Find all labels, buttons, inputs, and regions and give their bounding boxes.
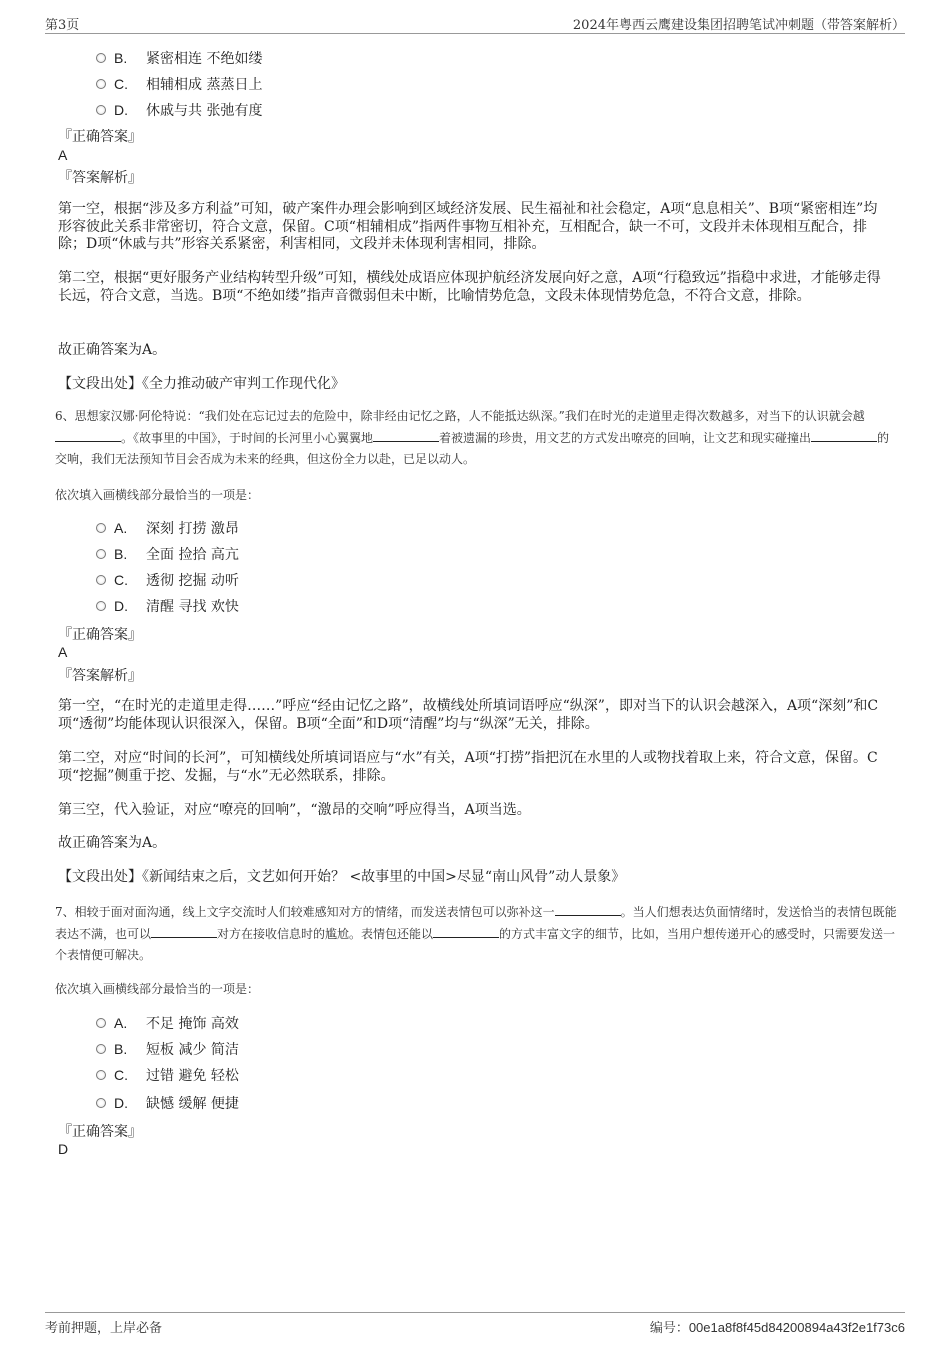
- q6-conclusion: 故正确答案为A。: [58, 835, 167, 851]
- q5-source: 【文段出处】《全力推动破产审判工作现代化》: [58, 376, 345, 392]
- q5-conclusion: 故正确答案为A。: [58, 342, 167, 358]
- footer-slogan: 考前押题，上岸必备: [45, 1321, 163, 1336]
- q6-answer-label: 『正确答案』: [58, 627, 142, 643]
- q6-answer: A: [58, 644, 68, 660]
- q5-option-c[interactable]: C. 相辅相成 蒸蒸日上: [96, 74, 262, 94]
- blank-line: [373, 430, 439, 442]
- radio-icon[interactable]: [96, 1098, 106, 1108]
- q5-answer: A: [58, 147, 68, 163]
- q6-stem: 6、思想家汉娜·阿伦特说：“我们处在忘记过去的危险中，除非经由记忆之路，人不能抵达纵深。”我们在时光的走道里走得次数越多，对当下的认识就会越。《故事里的中国》，于时间的长河里小心翼翼地 着被遗漏的珍贵，用文艺的方式发出嘹亮的回响，让文艺和现实碰撞出 的交响，我们无法预知节目会否成为未来的经典，但这份全力以赴，已足以动人。: [55, 409, 890, 466]
- q6-option-d[interactable]: D. 清醒 寻找 欢快: [96, 596, 239, 616]
- q7-answer: D: [58, 1141, 69, 1157]
- q6-analysis-label: 『答案解析』: [58, 668, 142, 684]
- q7-option-b[interactable]: B. 短板 减少 简洁: [96, 1039, 239, 1059]
- q6-source: 【文段出处】《新闻结束之后，文艺如何开始？ <故事里的中国>尽显“南山风骨”动人景象》: [58, 869, 626, 885]
- page-footer: [45, 1312, 905, 1334]
- q6-analysis-3: 第三空，代入验证，对应“嘹亮的回响”，“激昂的交响”呼应得当，A项当选。: [58, 802, 531, 818]
- document-title: 2024年粤西云鹰建设集团招聘笔试冲刺题（带答案解析）: [572, 18, 905, 33]
- radio-icon[interactable]: [96, 1044, 106, 1054]
- blank-line: [811, 430, 877, 442]
- radio-icon[interactable]: [96, 1070, 106, 1080]
- q6-analysis-2: 第二空，对应“时间的长河”，可知横线处所填词语应与“水”有关，A项“打捞”指把沉在水里的人或物找着取上来，符合文意，保留。C项“挖掘”侧重于挖、发掘，与“水”无必然联系，排除。: [58, 750, 878, 784]
- q7-stem: 7、相较于面对面沟通，线上文字交流时人们较难感知对方的情绪，而发送表情包可以弥补这一 。当人们想表达负面情绪时，发送恰当的表情包既能表达不满，也可以 对方在接收信息时的尴尬。表情包还能以 的方式丰富文字的细节，比如，当用户想传递开心的感受时，只需要发送一个表情便可解决。: [55, 905, 897, 962]
- q5-analysis-1: 第一空，根据“涉及多方利益”可知，破产案件办理会影响到区域经济发展、民生福祉和社会稳定，A项“息息相关”、B项“紧密相连”均形容彼此关系非常密切，符合文意，保留。C项“相辅相成”指两件事物互相补充，互相配合，缺一不可，文段并未体现相互配合，排除；D项“休戚与共”形容关系紧密，利害相同，文段并未体现利害相同，排除。: [58, 201, 878, 252]
- radio-icon[interactable]: [96, 575, 106, 585]
- q5-option-d[interactable]: D. 休戚与共 张弛有度: [96, 100, 262, 120]
- page-number: 第3页: [45, 18, 80, 33]
- radio-icon[interactable]: [96, 601, 106, 611]
- radio-icon[interactable]: [96, 1018, 106, 1028]
- q5-analysis-label: 『答案解析』: [58, 170, 142, 186]
- q5-answer-label: 『正确答案』: [58, 129, 142, 145]
- q6-option-c[interactable]: C. 透彻 挖掘 动听: [96, 570, 239, 590]
- q6-analysis-1: 第一空，“在时光的走道里走得……”呼应“经由记忆之路”，故横线处所填词语呼应“纵深”，即对当下的认识会越深入，A项“深刻”和C项“透彻”均能体现认识很深入，保留。B项“全面”和D项“清醒”均与“纵深”无关，排除。: [58, 698, 879, 732]
- page-header: [45, 14, 905, 34]
- q7-option-a[interactable]: A. 不足 掩饰 高效: [96, 1013, 239, 1033]
- blank-line: [55, 430, 121, 442]
- blank-line: [151, 926, 217, 938]
- blank-line: [555, 904, 621, 916]
- q7-option-c[interactable]: C. 过错 避免 轻松: [96, 1065, 239, 1085]
- q7-option-d[interactable]: D. 缺憾 缓解 便捷: [96, 1093, 239, 1113]
- q6-option-a[interactable]: A. 深刻 打捞 激昂: [96, 518, 239, 538]
- radio-icon[interactable]: [96, 549, 106, 559]
- radio-icon[interactable]: [96, 105, 106, 115]
- blank-line: [433, 926, 499, 938]
- q5-analysis-2: 第二空，根据“更好服务产业结构转型升级”可知，横线处成语应体现护航经济发展向好之意，A项“行稳致远”指稳中求进，才能够走得长远，符合文意，当选。B项“不绝如缕”指声音微弱但未中断，比喻情势危急，文段未体现情势危急，不符合文意，排除。: [58, 270, 881, 304]
- q7-prompt: 依次填入画横线部分最恰当的一项是：: [55, 982, 260, 996]
- radio-icon[interactable]: [96, 53, 106, 63]
- q6-option-b[interactable]: B. 全面 捡拾 高亢: [96, 544, 239, 564]
- document-serial: 编号：00e1a8f8f45d84200894a43f2e1f73c6: [649, 1320, 905, 1335]
- q7-answer-label: 『正确答案』: [58, 1124, 142, 1140]
- q6-prompt: 依次填入画横线部分最恰当的一项是：: [55, 488, 260, 502]
- q5-option-b[interactable]: B. 紧密相连 不绝如缕: [96, 48, 262, 68]
- radio-icon[interactable]: [96, 523, 106, 533]
- radio-icon[interactable]: [96, 79, 106, 89]
